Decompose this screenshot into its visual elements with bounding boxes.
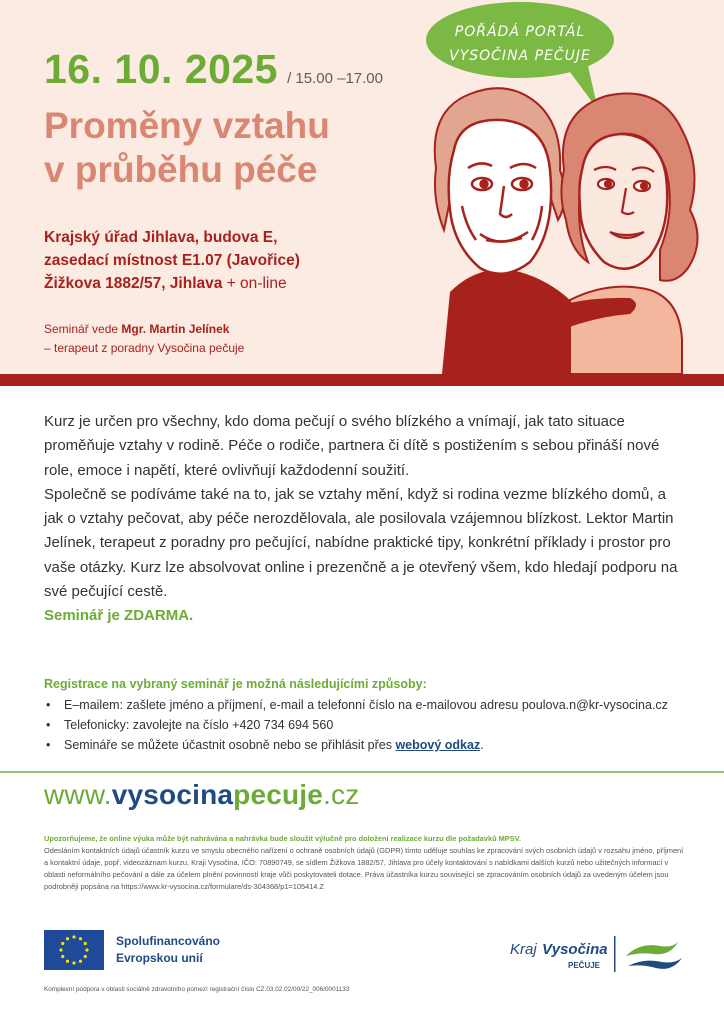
web-link[interactable]: webový odkaz xyxy=(395,738,481,752)
eu-star xyxy=(59,948,62,951)
website-part2: pecuje xyxy=(233,779,324,810)
eu-star xyxy=(66,960,69,963)
eu-star xyxy=(79,937,82,940)
eu-star xyxy=(61,955,64,958)
venue-line3: Žižkova 1882/57, Jihlava xyxy=(44,275,223,292)
course-description xyxy=(44,410,684,629)
event-title-line1: Proměny vztahu xyxy=(44,105,330,146)
lecturer-prefix: Seminář vede xyxy=(44,322,119,336)
website-part1: vysocina xyxy=(111,779,234,810)
eu-star xyxy=(66,937,69,940)
eu-star xyxy=(84,942,87,945)
eu-star xyxy=(72,935,75,938)
event-time: / 15.00 –17.00 xyxy=(287,70,383,87)
eu-star xyxy=(84,955,87,958)
registration-item-email: • E–mailem: zašlete jméno a příjmení, e-mail a telefonní číslo na e-mailovou adresu poulova.n@kr-vysocina.cz xyxy=(44,695,694,715)
event-date: 16. 10. 2025 xyxy=(44,46,278,92)
registration-web-prefix: Semináře se můžete účastnit osobně nebo se přihlásit přes xyxy=(64,738,392,752)
caregivers-illustration xyxy=(420,0,724,376)
bubble-line2: VYSOČINA PEČUJE xyxy=(449,48,591,64)
registration-list xyxy=(44,695,694,755)
eu-line1: Spolufinancováno xyxy=(116,934,221,948)
venue-line2: zasedací místnost E1.07 (Javořice) xyxy=(44,252,300,269)
eu-star xyxy=(61,942,64,945)
eu-cofunding-text xyxy=(116,933,220,967)
venue-line1: Krajský úřad Jihlava, budova E, xyxy=(44,229,278,246)
registration-item-phone: • Telefonicky: zavolejte na číslo +420 734 694 560 xyxy=(44,715,694,735)
description-paragraph-1: Kurz je určen pro všechny, kdo doma pečují o svého blízkého a vnímají, jak tato situace proměňuje vztahy v rodině. Péče o rodiče, partnera či dítě s postižením s sebou přináší nové role, emoce i napětí, které ovlivňují každodenní soužití. xyxy=(44,413,660,479)
free-notice: Seminář je ZDARMA. xyxy=(44,607,194,625)
kraj-vysocina-pecuje-logo xyxy=(510,924,690,978)
project-footnote: Komplexní podpora v oblasti sociálně zdravotního pomezí registrační číslo CZ.03.02.02/00/22_006/0001133 xyxy=(44,986,350,993)
lecturer-role: – terapeut z poradny Vysočina pečuje xyxy=(44,341,245,355)
registration-item-web xyxy=(44,735,694,755)
event-title xyxy=(44,104,424,192)
gdpr-notice: Odesláním kontaktních údajů účastník kurzu ve smyslu obecného nařízení o ochraně osobních údajů (GDPR) tímto uděluje souhlas ke zpracování svých osobních údajů v rozsahu jméno, příjmení a kontaktní údaje, popř. videozáznam kurzu, Kraji Vysočina, IČO: 70890749, se sídlem Žižkova 1882/57, Jihlava pro účely kontaktování s nabídkami dalších kurzů nebo užitečných informací v oblasti neformálního pečování a dále za účelem plnění povinností kraje vůči poskytovateli dotace. Práva účastníka kurzu související se zpracováním osobních údajů za uvedeným účelem jsou podrobněji popsána na https://www.kr-vysocina.cz/formulare/ds-304368/p1=105414.Z xyxy=(44,846,684,892)
website-url[interactable] xyxy=(44,779,359,811)
kv-logo-word1: Kraj xyxy=(510,941,537,958)
eu-star xyxy=(79,960,82,963)
bubble-line1: POŘÁDÁ PORTÁL xyxy=(454,24,586,40)
event-date-line xyxy=(44,46,383,93)
kv-logo-hands-icon xyxy=(626,942,678,956)
lecturer-info xyxy=(44,320,384,358)
eu-flag-icon xyxy=(44,930,104,970)
website-prefix: www. xyxy=(44,779,112,810)
section-divider xyxy=(0,771,724,773)
older-person-face xyxy=(449,120,551,274)
kv-logo-sub: PEČUJE xyxy=(568,961,601,970)
event-venue xyxy=(44,226,404,295)
registration-section xyxy=(44,674,694,755)
lecturer-name: Mgr. Martin Jelínek xyxy=(121,322,230,336)
eu-line2: Evropskou unií xyxy=(116,951,203,965)
eu-cofunding-logo xyxy=(44,930,220,970)
eu-star xyxy=(85,948,88,951)
recording-notice: Upozorňujeme, že online výuka může být nahrávána a nahrávka bude sloužit výlučně pro doložení realizace kurzu dle požadavků MPSV. xyxy=(44,834,521,843)
description-paragraph-2: Společně se podíváme také na to, jak se vztahy mění, když si rodina vezme blízkého domů, a jak o vztahy pečovat, aby péče nerozdělovala, ale posilovala vzájemnou blízkost. Lektor Martin Jelínek, terapeut z poradny pro pečující, nabídne praktické tipy, konkrétní příklady i prostor pro vaše otázky. Kurz lze absolvovat online i prezenčně a je otevřený všem, kdo hledají podporu na své pečující cestě. xyxy=(44,485,678,601)
website-suffix: .cz xyxy=(323,779,360,810)
eu-star xyxy=(72,961,75,964)
registration-heading: Registrace na vybraný seminář je možná následujícími způsoby: xyxy=(44,677,427,691)
kv-logo-word2: Vysočina xyxy=(542,941,608,958)
registration-web-suffix: . xyxy=(480,738,484,752)
venue-online: + on-line xyxy=(226,275,287,292)
legal-notice xyxy=(44,833,684,893)
event-title-line2: v průběhu péče xyxy=(44,149,318,190)
